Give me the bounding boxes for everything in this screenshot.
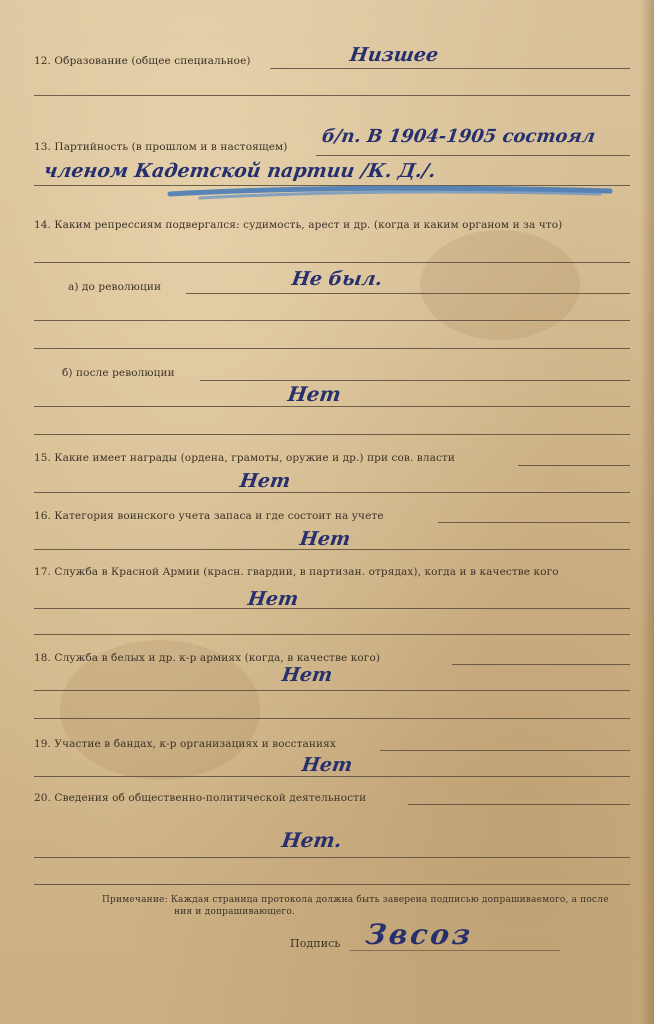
paper-stain: [420, 230, 580, 340]
q16-line: [438, 522, 630, 523]
q13-label: 13. Партийность (в прошлом и в настоящем): [34, 141, 288, 153]
footer-note-line2: ния и допрашивающего.: [174, 907, 296, 917]
blank-line: [34, 549, 630, 550]
q20-line: [408, 804, 630, 805]
q12-label: 12. Образование (общее специальное): [34, 55, 251, 67]
signature: Звсоз: [363, 918, 476, 951]
q20-answer: Нет.: [280, 828, 344, 852]
blank-line: [34, 95, 630, 96]
q14a-line: [186, 293, 630, 294]
q19-answer: Нет: [300, 754, 354, 776]
blank-line: [34, 634, 630, 635]
blank-line: [34, 776, 630, 777]
blank-line: [34, 348, 630, 349]
blank-line: [34, 857, 630, 858]
q17-answer: Нет: [246, 588, 300, 610]
q14a-answer: Не был.: [290, 268, 384, 290]
blank-line: [34, 690, 630, 691]
q18-label: 18. Служба в белых и др. к-р армиях (когда, в качестве кого): [34, 652, 381, 664]
q18-answer: Нет: [280, 664, 334, 686]
q19-line: [380, 750, 630, 751]
q16-label: 16. Категория воинского учета запаса и где состоит на учете: [34, 510, 384, 522]
q14-label: 14. Каким репрессиям подвергался: судимость, арест и др. (когда и каким органом и за что): [34, 219, 563, 231]
blank-line: [34, 718, 630, 719]
q15-line: [518, 465, 630, 466]
q13-line: [316, 155, 630, 156]
q14a-label: а) до революции: [68, 281, 162, 293]
q13-answer-line2: членом Кадетской партии /К. Д./.: [42, 160, 438, 182]
blank-line: [34, 434, 630, 435]
blank-line: [34, 262, 630, 263]
q13-answer-line1: б/п. В 1904-1905 состоял: [320, 126, 597, 147]
q12-answer: Низшее: [348, 44, 440, 66]
signature-label: Подпись: [290, 937, 341, 950]
q14b-line: [200, 380, 630, 381]
q17-label: 17. Служба в Красной Армии (красн. гвардии, в партизан. отрядах), когда и в качестве кого: [34, 566, 559, 578]
blue-pencil-underline: [160, 182, 620, 206]
blank-line: [34, 884, 630, 885]
q12-line: [270, 68, 630, 69]
page-edge-shadow: [640, 0, 654, 1024]
q15-answer: Нет: [238, 470, 292, 492]
footer-note-line1: Примечание: Каждая страница протокола должна быть заверена подписью допрашиваемого, а после: [102, 895, 609, 905]
blank-line: [34, 406, 630, 407]
q15-label: 15. Какие имеет награды (ордена, грамоты, оружие и др.) при сов. власти: [34, 452, 455, 464]
blank-line: [34, 320, 630, 321]
q19-label: 19. Участие в бандах, к-р организациях и восстаниях: [34, 738, 336, 750]
q18-line: [452, 664, 630, 665]
blank-line: [34, 608, 630, 609]
q14b-label: б) после революции: [62, 367, 175, 379]
blank-line: [34, 492, 630, 493]
q16-answer: Нет: [298, 528, 352, 550]
q20-label: 20. Сведения об общественно-политической деятельности: [34, 792, 367, 804]
signature-line: [350, 950, 560, 951]
q14b-answer: Нет: [286, 382, 343, 406]
